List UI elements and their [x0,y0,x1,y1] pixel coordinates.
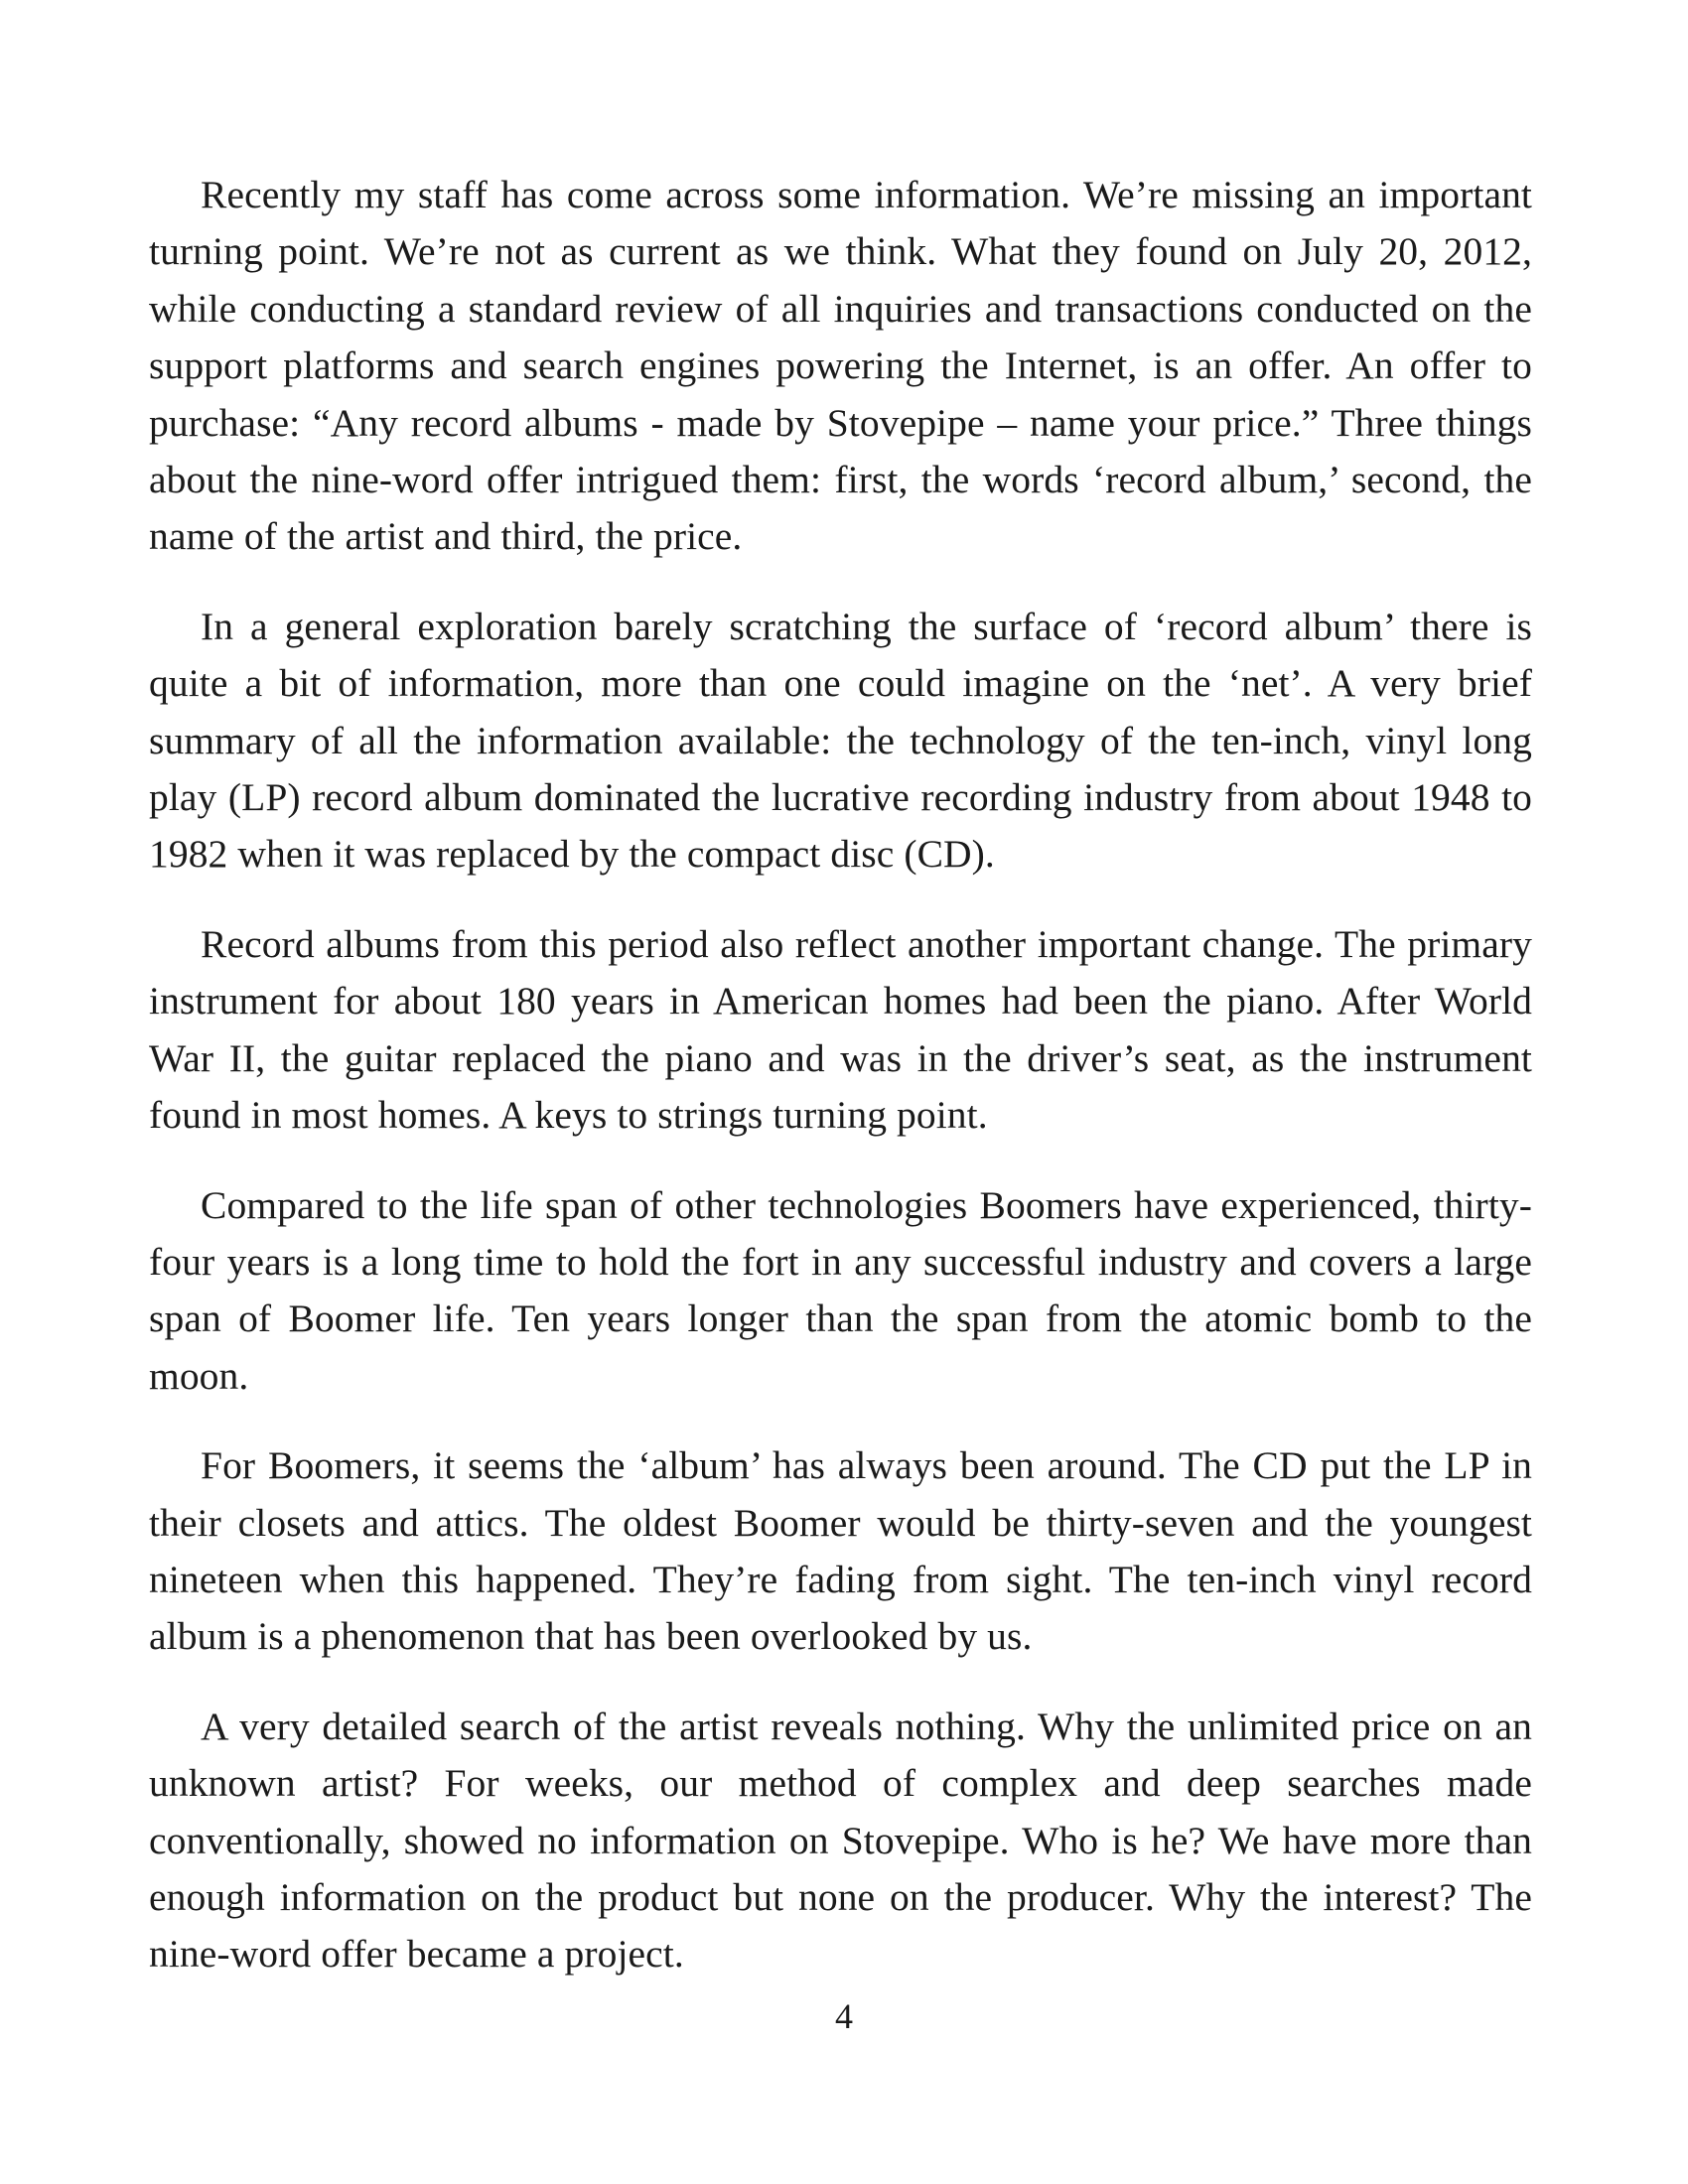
paragraph-4: Compared to the life span of other technologies Boomers have experienced, thirty-four years is a long time to hold the fort in any successful industry and covers a large span of Boomer life. Ten years longer than the span from the atomic bomb to the moon. [149,1182,1532,1398]
page-number: 4 [835,1996,853,2036]
body-text [149,167,1532,2016]
paragraph-5: For Boomers, it seems the ‘album’ has always been around. The CD put the LP in their closets and attics. The oldest Boomer would be thirty-seven and the youngest nineteen when this happened. They’re fading from sight. The ten-inch vinyl record album is a phenomenon that has been overlooked by us. [149,1443,1532,1659]
paragraph-1: Recently my staff has come across some information. We’re missing an important turning point. We’re not as current as we think. What they found on July 20, 2012, while conducting a standard review of all inquiries and transactions conducted on the support platforms and search engines powering the Internet, is an offer. An offer to purchase: “Any record albums - made by Stovepipe – name your price.” Three things about the nine-word offer intrigued them: first, the words ‘record album,’ second, the name of the artist and third, the price. [149,173,1532,559]
paragraph-3: Record albums from this period also reflect another important change. The primary instrument for about 180 years in American homes had been the piano. After World War II, the guitar replaced the piano and was in the driver’s seat, as the instrument found in most homes. A keys to strings turning point. [149,921,1532,1138]
paragraph-2: In a general exploration barely scratching the surface of ‘record album’ there is quite a bit of information, more than one could imagine on the ‘net’. A very brief summary of all the information available: the technology of the ten-inch, vinyl long play (LP) record album dominated the lucrative recording industry from about 1948 to 1982 when it was replaced by the compact disc (CD). [149,604,1532,877]
paragraph-6: A very detailed search of the artist reveals nothing. Why the unlimited price on an unknown artist? For weeks, our method of complex and deep searches made conventionally, showed no information on Stovepipe. Who is he? We have more than enough information on the product but none on the producer. Why the interest? The nine-word offer became a project. [149,1704,1532,1977]
